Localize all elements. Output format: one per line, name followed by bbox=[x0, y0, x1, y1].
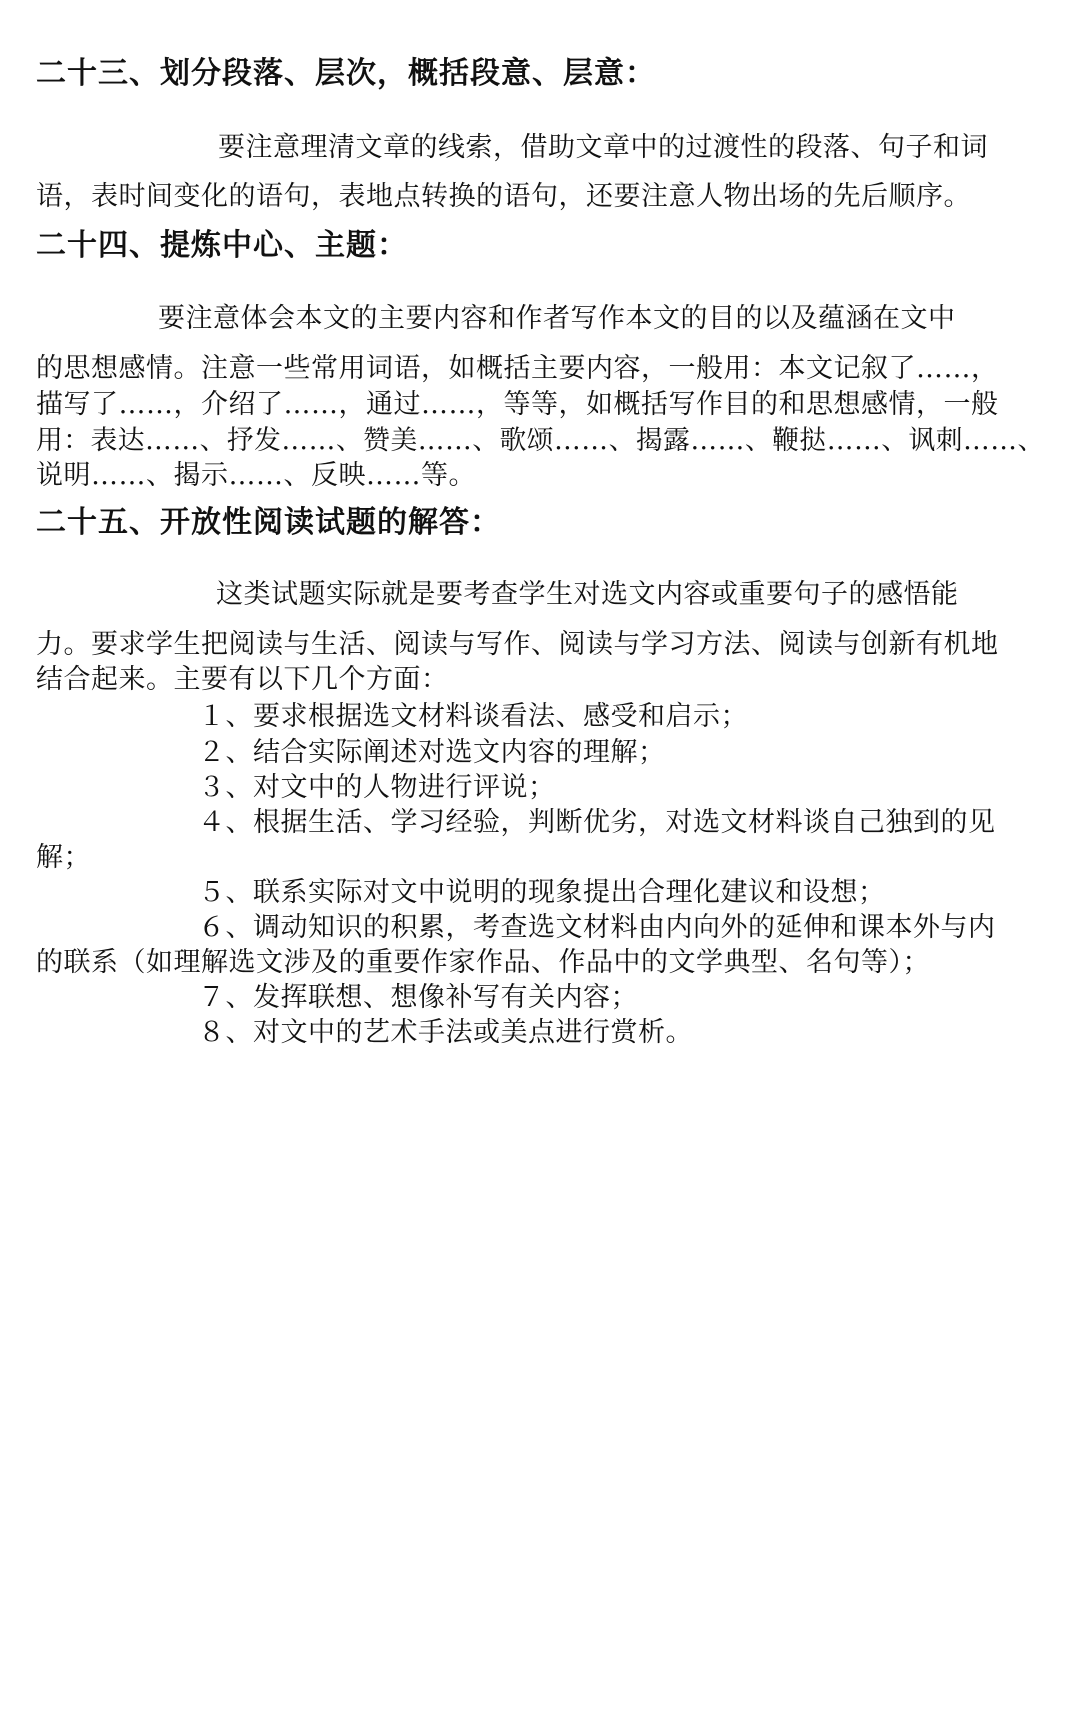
list-item: １、要求根据选文材料谈看法、感受和启示； bbox=[198, 701, 748, 732]
list-item: ３、对文中的人物进行评说； bbox=[198, 772, 556, 803]
section-24-paragraph-line: 用：表达……、抒发……、赞美……、歌颂……、揭露……、鞭挞……、讽刺……、 bbox=[36, 425, 1045, 456]
list-item: ５、联系实际对文中说明的现象提出合理化建议和设想； bbox=[198, 877, 886, 908]
list-item: ６、调动知识的积累，考查选文材料由内向外的延伸和课本外与内 bbox=[198, 912, 996, 943]
section-24-paragraph-line: 说明……、揭示……、反映……等。 bbox=[36, 460, 476, 491]
section-25-heading: 二十五、开放性阅读试题的解答： bbox=[36, 505, 501, 540]
list-item: ７、发挥联想、想像补写有关内容； bbox=[198, 982, 638, 1013]
section-25-paragraph-line: 力。要求学生把阅读与生活、阅读与写作、阅读与学习方法、阅读与创新有机地 bbox=[36, 629, 999, 660]
list-item: ４、根据生活、学习经验，判断优劣，对选文材料谈自己独到的见 bbox=[198, 807, 996, 838]
list-item: ８、对文中的艺术手法或美点进行赏析。 bbox=[198, 1017, 693, 1048]
section-24-paragraph-line: 要注意体会本文的主要内容和作者写作本文的目的以及蕴涵在文中 bbox=[158, 303, 956, 334]
list-item: ２、结合实际阐述对选文内容的理解； bbox=[198, 737, 666, 768]
section-25-paragraph-line: 这类试题实际就是要考查学生对选文内容或重要句子的感悟能 bbox=[216, 579, 959, 610]
section-25-paragraph-line: 结合起来。主要有以下几个方面： bbox=[36, 664, 449, 695]
section-23-paragraph-line: 要注意理清文章的线索，借助文章中的过渡性的段落、句子和词 bbox=[218, 132, 988, 163]
section-24-paragraph-line: 的思想感情。注意一些常用词语，如概括主要内容，一般用：本文记叙了……， bbox=[36, 353, 999, 384]
list-item-continuation: 解； bbox=[36, 842, 91, 873]
section-23-paragraph-line: 语，表时间变化的语句，表地点转换的语句，还要注意人物出场的先后顺序。 bbox=[36, 181, 971, 212]
section-24-heading: 二十四、提炼中心、主题： bbox=[36, 228, 408, 263]
section-24-paragraph-line: 描写了……，介绍了……，通过……，等等，如概括写作目的和思想感情，一般 bbox=[36, 389, 999, 420]
list-item-continuation: 的联系（如理解选文涉及的重要作家作品、作品中的文学典型、名句等）； bbox=[36, 947, 930, 978]
section-23-heading: 二十三、划分段落、层次，概括段意、层意： bbox=[36, 56, 656, 91]
